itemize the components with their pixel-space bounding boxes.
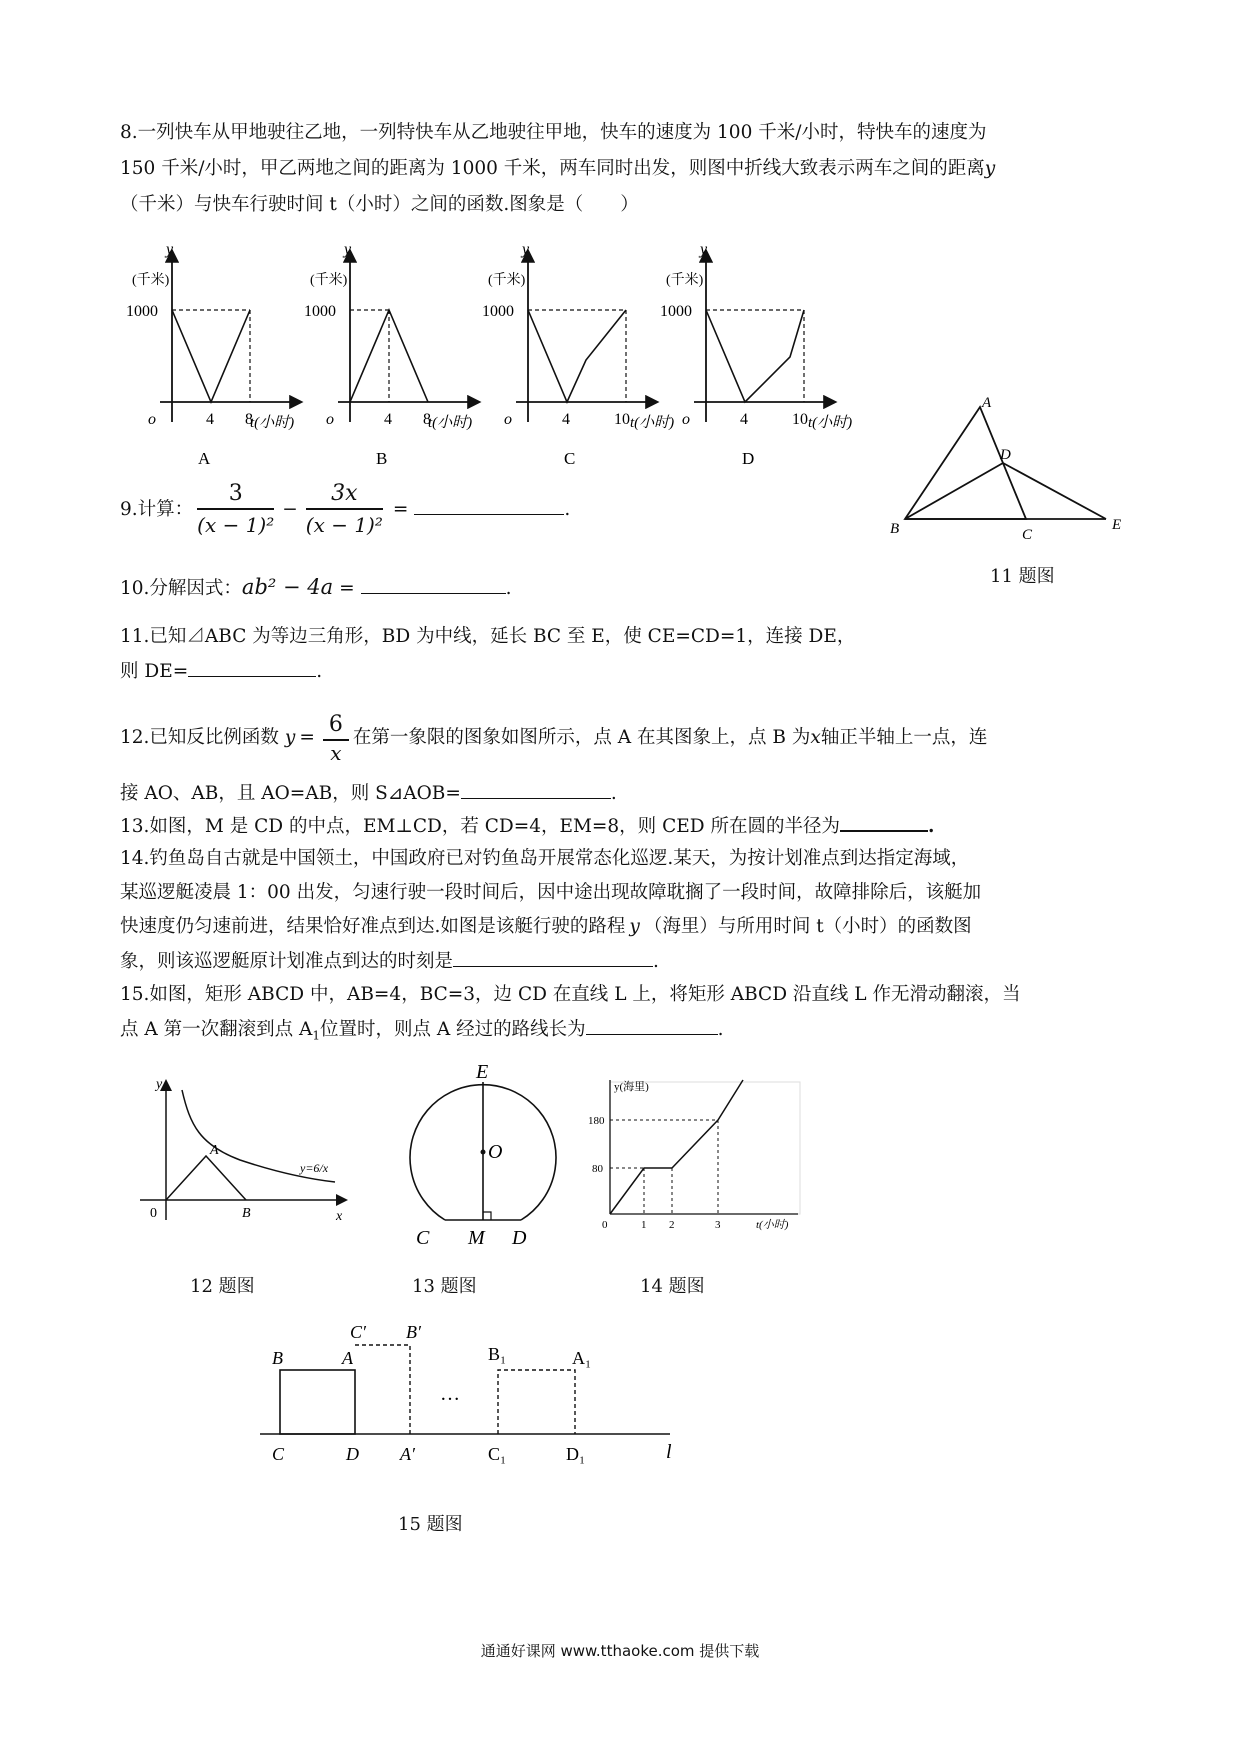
fig14-ytick-80: 80	[592, 1163, 603, 1175]
graph-d-y: y	[700, 241, 708, 258]
fig15-dots: …	[440, 1383, 460, 1405]
fig15-c1: C₁	[488, 1444, 507, 1464]
fig13-caption: 13 题图	[412, 1276, 477, 1297]
q11-label-a: A	[982, 395, 992, 411]
fig14	[588, 1070, 808, 1250]
fig12-b: B	[242, 1206, 251, 1221]
graph-b-y: y	[344, 241, 352, 258]
q11-answer-blank	[188, 658, 316, 677]
fig12	[130, 1070, 360, 1240]
q8-line2: 150 千米/小时，甲乙两地之间的距离为 1000 千米，两车同时出发，则图中折线大致表示两车之间的距离y	[120, 158, 996, 179]
q9-frac2: $\frac{3x}{\text{(x − 1)²}}$	[305, 481, 383, 537]
q14-answer-blank	[453, 948, 653, 967]
q12-line2: 接 AO、AB，且 AO=AB，则 S⊿AOB= .	[120, 780, 617, 807]
graph-a-label: A	[198, 449, 211, 468]
graph-a-xtick1: 4	[206, 411, 214, 428]
q12-line1: 12.已知反比例函数 y = $\frac{6}{x}$ 在第一象限的图象如图所示，点 A 在其图象上，点 B 为x轴正半轴上一点，连	[120, 712, 988, 765]
graph-c-y: y	[522, 241, 530, 258]
fig15-a: A	[342, 1348, 353, 1368]
fig12-caption: 12 题图	[190, 1276, 255, 1297]
fig15-caption: 15 题图	[398, 1514, 463, 1535]
graph-b-origin: o	[326, 411, 334, 428]
fig15-l: l	[666, 1441, 672, 1463]
fig13-e: E	[476, 1061, 489, 1083]
fig12-a: A	[210, 1143, 219, 1158]
fig12-curve-label: y=6/x	[300, 1161, 329, 1175]
fig14-yaxis: y(海里)	[614, 1081, 649, 1093]
graph-b	[304, 241, 478, 468]
graph-d-xtick1: 4	[740, 411, 748, 428]
graph-c-ytick: 1000	[482, 303, 514, 320]
graph-c-xtick2: 10	[614, 411, 630, 428]
q15-line2: 点 A 第一次翻滚到点 $A_1$位置时，则点 A 经过的路线长为 .	[120, 1016, 724, 1049]
q13-line: 13.如图，M 是 CD 的中点，EM⊥CD，若 CD=4，EM=8，则 CED 所在圆的半径为 .	[120, 812, 934, 840]
q11-caption: 11 题图	[990, 566, 1055, 587]
fig15-c: C	[272, 1444, 285, 1464]
q14-line3: 快速度仍匀速前进，结果恰好准点到达.如图是该艇行驶的路程 y （海里）与所用时间 t（小时）的函数图	[120, 916, 972, 937]
q11-line2: 则 DE= .	[120, 658, 322, 685]
q15-line1: 15.如图，矩形 ABCD 中，AB=4，BC=3，边 CD 在直线 L 上，将矩形 ABCD 沿直线 L 作无滑动翻滚，当	[120, 984, 1021, 1005]
q14-line1: 14.钓鱼岛自古就是中国领土，中国政府已对钓鱼岛开展常态化巡逻.某天，为按计划准点到达指定海域，	[120, 848, 970, 869]
q15-answer-blank	[586, 1016, 718, 1035]
graph-b-ytick: 1000	[304, 303, 336, 320]
graph-d-ytick: 1000	[660, 303, 692, 320]
fig15-b: B	[272, 1348, 283, 1368]
fig15-d1: D₁	[566, 1444, 586, 1464]
q14-line2: 某巡逻艇凌晨 1：00 出发，匀速行驶一段时间后，因中途出现故障耽搁了一段时间，故障排除后，该艇加	[120, 882, 982, 903]
graph-a-unit: (千米)	[132, 273, 170, 288]
fig15	[250, 1300, 710, 1470]
q10-line: 10.分解因式：ab² − 4a = .	[120, 575, 512, 599]
fig14-xaxis: t(小时)	[756, 1219, 789, 1231]
fig15-a-prime: A′	[400, 1444, 415, 1464]
fig12-x: x	[336, 1209, 343, 1224]
fig12-o: 0	[150, 1206, 157, 1221]
q11-label-c: C	[1022, 527, 1033, 543]
graph-c	[482, 241, 674, 468]
fig15-d: D	[346, 1444, 359, 1464]
q11-figure	[890, 395, 1150, 555]
q9-line: 9.计算： $\frac{3}{\text{(x − 1)²}}$ − $\frac{3x}{\text{(x − 1)²}}$ = .	[120, 470, 570, 550]
q10-answer-blank	[361, 575, 506, 594]
graph-c-unit: (千米)	[488, 273, 526, 288]
fig13-d: D	[512, 1227, 527, 1249]
q9-answer-blank	[414, 496, 564, 515]
q11-label-e: E	[1112, 517, 1122, 533]
q8-graphs	[110, 232, 880, 472]
fig13-m: M	[468, 1227, 485, 1249]
graph-a-ytick: 1000	[126, 303, 158, 320]
graph-c-origin: o	[504, 411, 512, 428]
graph-b-xtick2: 8	[423, 411, 431, 428]
graph-c-label: C	[564, 449, 576, 468]
graph-d-origin: o	[682, 411, 690, 428]
fig14-xtick-1: 1	[641, 1219, 647, 1231]
q8-line3: （千米）与快车行驶时间 t（小时）之间的函数.图象是（ ）	[120, 194, 639, 215]
q9-frac1: $\frac{3}{\text{(x − 1)²}}$	[197, 481, 275, 537]
graph-a-xaxis: t(小时)	[250, 415, 295, 431]
graph-b-xaxis: t(小时)	[428, 415, 473, 431]
q11-label-d: D	[1000, 447, 1011, 463]
graph-d-xaxis: t(小时)	[808, 415, 853, 431]
graph-a-xtick2: 8	[245, 411, 253, 428]
graph-d-unit: (千米)	[666, 273, 704, 288]
fig13-c: C	[416, 1227, 430, 1249]
q11-line1: 11.已知⊿ABC 为等边三角形，BD 为中线，延长 BC 至 E，使 CE=CD=1，连接 DE，	[120, 626, 856, 647]
graph-d-xtick2: 10	[792, 411, 808, 428]
q11-label-b: B	[890, 521, 900, 537]
fig15-a1: A₁	[572, 1348, 592, 1368]
footer: 通通好课网 www.tthaoke.com 提供下载	[480, 1642, 760, 1660]
fig15-b-prime: B′	[406, 1322, 421, 1342]
q14-line4: 象，则该巡逻艇原计划准点到达的时刻是 .	[120, 948, 659, 975]
q8-line1: 8.一列快车从甲地驶往乙地，一列特快车从乙地驶往甲地，快车的速度为 100 千米/小时，特快车的速度为	[120, 122, 987, 143]
graph-c-xtick1: 4	[562, 411, 570, 428]
q13-answer-blank	[840, 812, 928, 832]
fig15-c-prime: C′	[350, 1322, 366, 1342]
graph-d	[660, 241, 852, 468]
graph-b-label: B	[376, 449, 388, 468]
fig12-y: y	[156, 1077, 163, 1092]
fig14-xtick-3: 3	[715, 1219, 721, 1231]
graph-b-unit: (千米)	[310, 273, 348, 288]
graph-a-origin: o	[148, 411, 156, 428]
fig14-o: 0	[602, 1219, 608, 1231]
fig14-xtick-2: 2	[669, 1219, 675, 1231]
graph-b-xtick1: 4	[384, 411, 392, 428]
fig13	[390, 1060, 590, 1250]
graph-a-y: y	[166, 241, 174, 258]
fig13-o: O	[488, 1141, 503, 1163]
graph-d-label: D	[742, 449, 755, 468]
fig14-ytick-180: 180	[588, 1115, 605, 1127]
fig15-b1: B₁	[488, 1344, 507, 1364]
fig14-caption: 14 题图	[640, 1276, 705, 1297]
graph-a	[126, 241, 300, 468]
graph-c-xaxis: t(小时)	[630, 415, 675, 431]
q12-answer-blank	[461, 780, 611, 799]
